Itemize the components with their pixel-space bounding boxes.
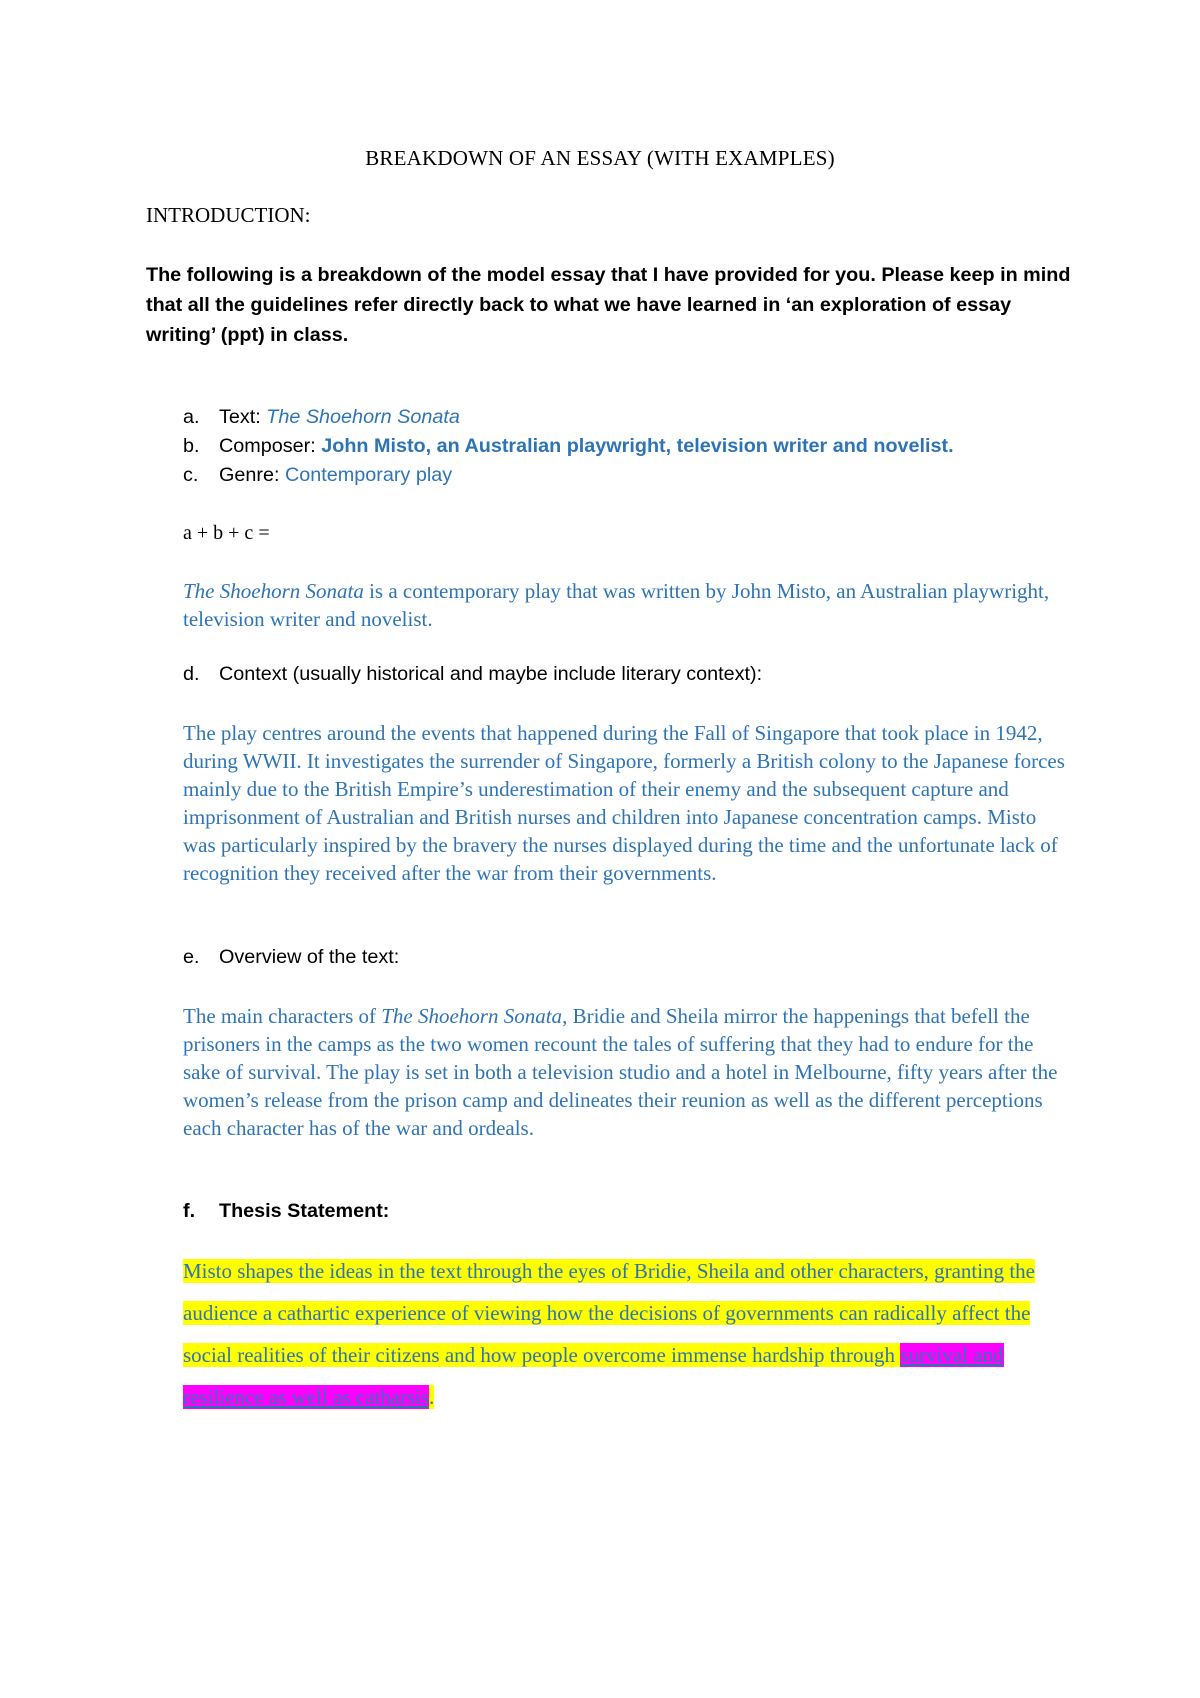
- overview-part2: , Bridie and Sheila mirror the happenings that befell the prisoners in the camps as the two women recount the tales of suffering that they had to endure for the sake of survival. The play is set in both a television studio and a hotel in Melbourne, fifty years after the women’s release from the prison camp and delineates their reunion as well as the different perceptions each character has of the war and ordeals.: [183, 1004, 1058, 1140]
- list-label: Text:: [219, 406, 267, 428]
- list-item-thesis: [183, 1200, 389, 1223]
- list-label: Genre:: [219, 464, 285, 486]
- summary-rest: is a contemporary play that was written by John Misto, an Australian playwright, television writer and novelist.: [183, 579, 1050, 631]
- list-letter: f.: [183, 1200, 196, 1222]
- list-item-context: [183, 663, 762, 686]
- formula: a + b + c =: [183, 522, 270, 544]
- list-letter: c.: [183, 464, 199, 486]
- list-letter: b.: [183, 435, 200, 457]
- summary-paragraph: [183, 577, 1073, 633]
- list-letter: e.: [183, 946, 200, 968]
- composer-value: John Misto, an Australian playwright, television writer and novelist.: [321, 435, 954, 457]
- text-title-value: The Shoehorn Sonata: [266, 406, 460, 428]
- context-paragraph: The play centres around the events that happened during the Fall of Singapore that took place in 1942, during WWII. It investigates the surrender of Singapore, formerly a British colony to the Japanese forces mainly due to the British Empire’s underestimation of their enemy and the subsequent capture and imprisonment of Australian and British nurses and children into Japanese concentration camps. Misto was particularly inspired by the bravery the nurses displayed during the time and the unfortunate lack of recognition they received after the war from their governments.: [183, 721, 1065, 885]
- thesis-highlight-magenta: survival and resilience as well as catharsis: [183, 1343, 1004, 1409]
- thesis-end: .: [429, 1385, 435, 1409]
- list-label: Thesis Statement:: [219, 1200, 390, 1222]
- list-item-overview: [183, 946, 399, 969]
- intro-paragraph: The following is a breakdown of the model essay that I have provided for you. Please keep in mind that all the guidelines refer directly back to what we have learned in ‘an exploration of essay writing’ (ppt) in class.: [146, 264, 1071, 346]
- list-label: Overview of the text:: [219, 946, 400, 968]
- overview-title: The Shoehorn Sonata: [381, 1004, 563, 1028]
- list-letter: d.: [183, 663, 200, 685]
- list-item-genre: [183, 464, 452, 487]
- thesis-highlight-yellow: Misto shapes the ideas in the text through the eyes of Bridie, Sheila and other characters, granting the audience a cathartic experience of viewing how the decisions of governments can radically affect the social realities of their citizens and how people overcome immense hardship through: [183, 1259, 1036, 1367]
- list-letter: a.: [183, 406, 200, 428]
- thesis-statement: [183, 1250, 1083, 1418]
- overview-paragraph: [183, 1002, 1073, 1142]
- overview-part1: The main characters of: [183, 1004, 382, 1028]
- intro-heading: INTRODUCTION:: [146, 203, 311, 227]
- list-item-composer: [183, 435, 954, 458]
- summary-title: The Shoehorn Sonata: [183, 579, 364, 603]
- document-title: BREAKDOWN OF AN ESSAY (WITH EXAMPLES): [365, 146, 835, 170]
- list-label: Composer:: [219, 435, 322, 457]
- list-label: Context (usually historical and maybe include literary context):: [219, 663, 763, 685]
- list-item-text: [183, 406, 460, 429]
- genre-value: Contemporary play: [284, 464, 453, 486]
